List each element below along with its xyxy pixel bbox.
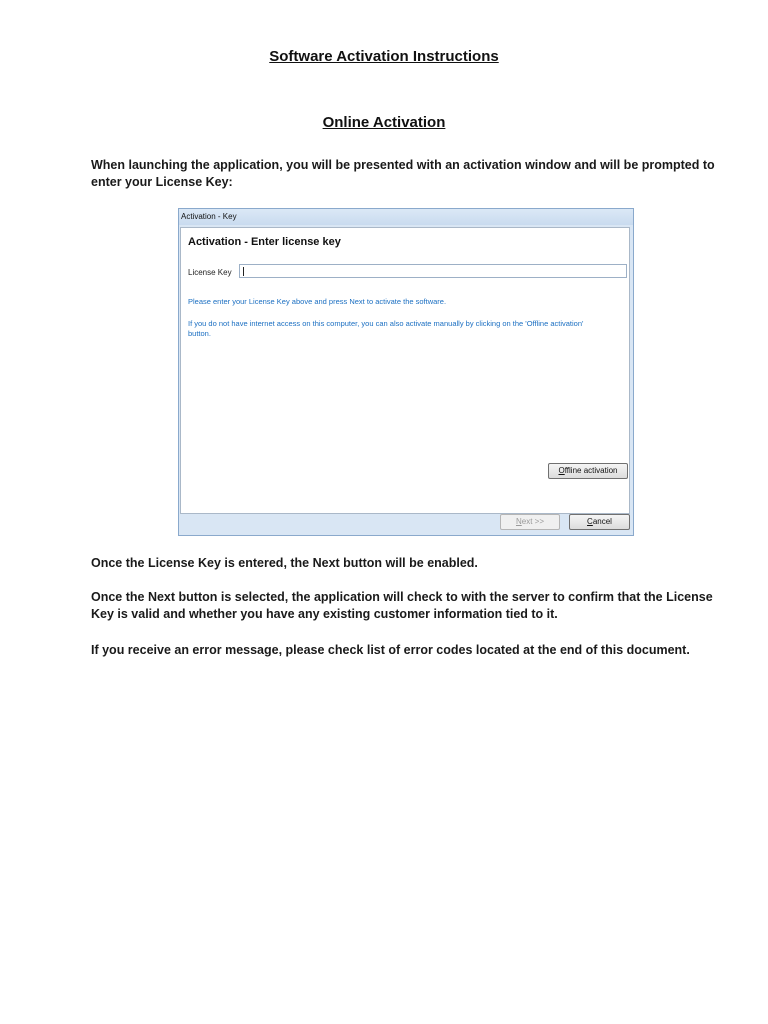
dialog-title-bar: [179, 209, 633, 225]
license-key-label: License Key: [188, 268, 232, 277]
license-key-input[interactable]: [239, 264, 627, 278]
offline-activation-button[interactable]: [548, 463, 628, 479]
server-check-paragraph: Once the Next button is selected, the application will check to with the server to confirm that the License Key is valid and whether you have any existing customer information tied to it.: [91, 590, 713, 621]
dialog-heading: Activation - Enter license key: [188, 236, 341, 248]
next-enabled-paragraph: Once the License Key is entered, the Next button will be enabled.: [91, 556, 478, 570]
intro-paragraph: When launching the application, you will be presented with an activation window and will be prompted to enter your License Key:: [91, 158, 715, 189]
dialog-window-title: Activation - Key: [181, 212, 237, 221]
cancel-label: ancel: [592, 517, 612, 526]
instruction-text: Please enter your License Key above and press Next to activate the software.: [188, 297, 447, 306]
offline-mnemonic: O: [558, 466, 565, 475]
cancel-mnemonic: C: [587, 517, 593, 526]
text-caret: [243, 267, 244, 276]
next-label: ext >>: [521, 517, 545, 526]
next-button[interactable]: [500, 514, 560, 530]
cancel-button[interactable]: [569, 514, 630, 530]
next-mnemonic: N: [515, 517, 522, 526]
section-title: Online Activation: [322, 114, 446, 131]
document-title: Software Activation Instructions: [269, 48, 499, 65]
offline-hint-text: If you do not have internet access on this computer, you can also activate manually by clicking on the 'Offline activation' button.: [188, 319, 584, 338]
offline-label: ffline activation: [564, 466, 618, 475]
activation-dialog-screenshot: [178, 208, 634, 536]
error-paragraph: If you receive an error message, please check list of error codes located at the end of this document.: [91, 643, 690, 657]
